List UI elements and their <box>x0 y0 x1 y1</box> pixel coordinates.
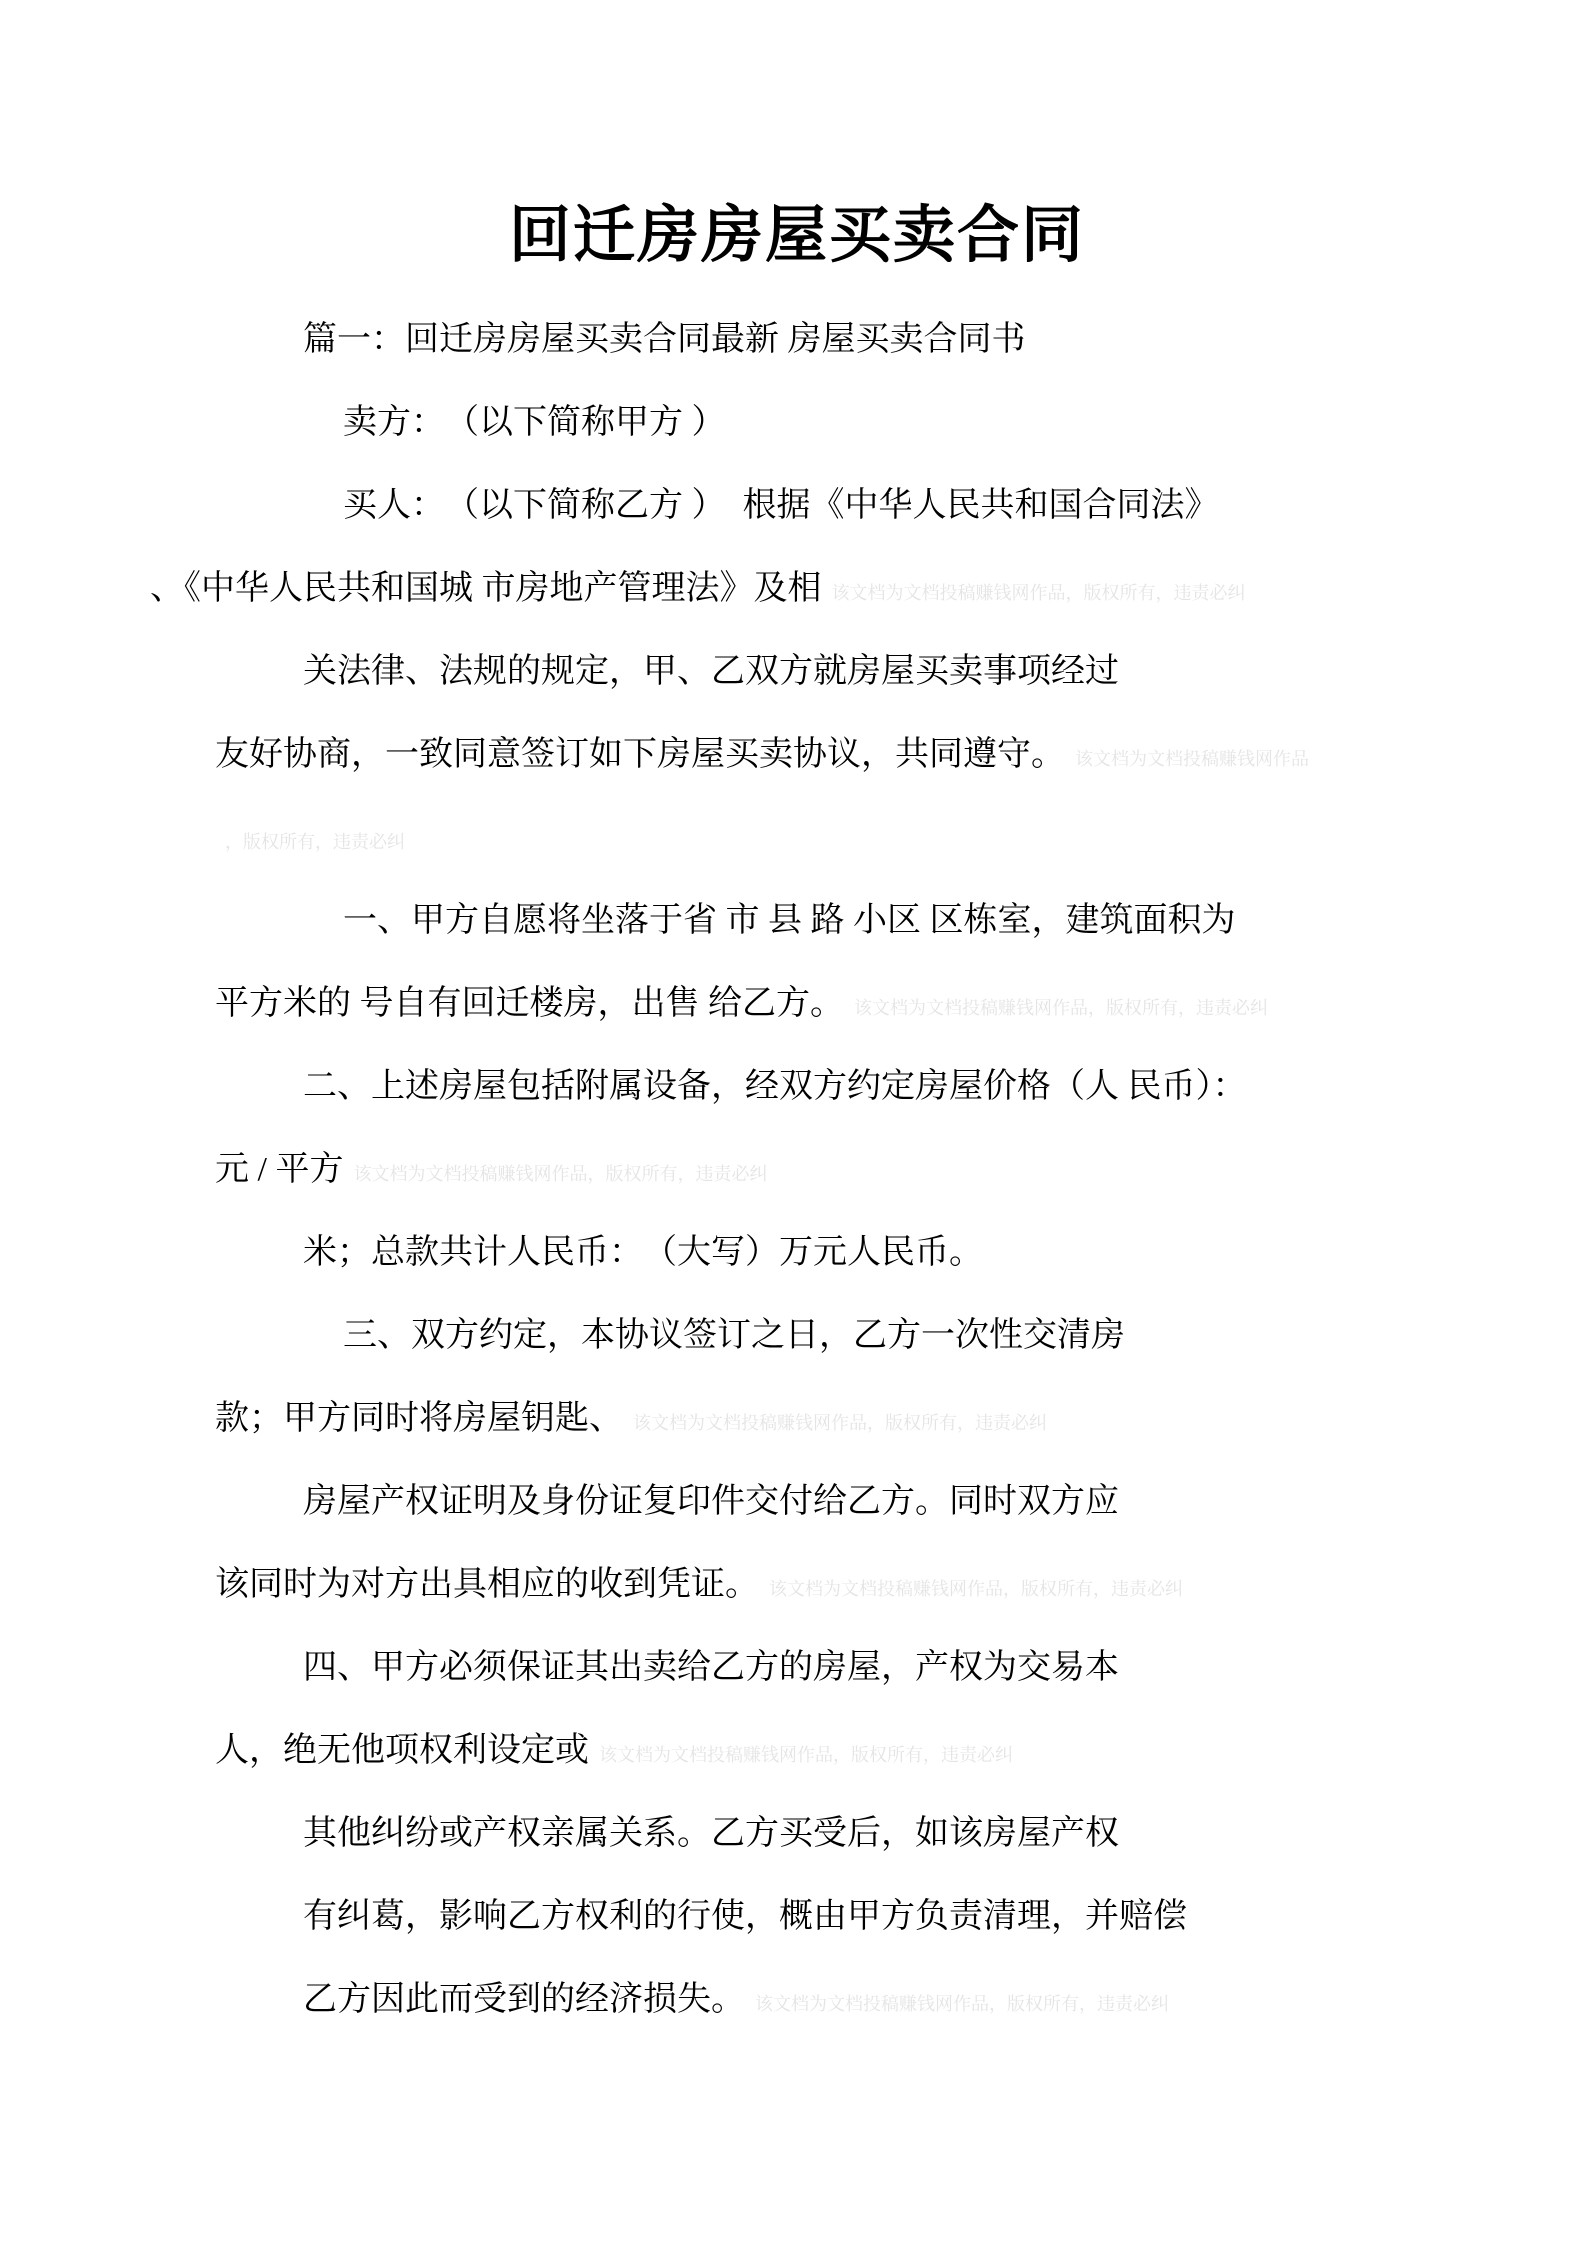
watermark-text: 该文档为文档投稿赚钱网作品，版权所有，违责必纠 <box>769 1578 1183 1599</box>
text-line <box>0 1460 1594 1543</box>
text-line <box>0 1128 1594 1211</box>
text-line <box>0 1377 1594 1460</box>
line-text: 关法律、法规的规定，甲、乙双方就房屋买卖事项经过 <box>303 652 1119 690</box>
text-line <box>0 1958 1594 2041</box>
text-line <box>0 713 1594 796</box>
line-text: 其他纠纷或产权亲属关系。乙方买受后，如该房屋产权 <box>303 1814 1119 1852</box>
text-line <box>0 1792 1594 1875</box>
watermark-text: 该文档为文档投稿赚钱网作品，版权所有，违责必纠 <box>599 1744 1013 1765</box>
text-line <box>0 1294 1594 1377</box>
line-text: 元 / 平方 <box>215 1150 344 1188</box>
line-text: 一、甲方自愿将坐落于省 市 县 路 小区 区栋室，建筑面积为 <box>343 901 1236 939</box>
line-text: 米；总款共计人民币： （大写）万元人民币。 <box>303 1233 983 1271</box>
text-line <box>0 464 1594 547</box>
text-line <box>0 796 1594 879</box>
line-text: 、《中华人民共和国城 市房地产管理法》及相 <box>150 569 822 607</box>
line-text: 友好协商，一致同意签订如下房屋买卖协议，共同遵守。 <box>215 735 1065 773</box>
text-line <box>0 298 1594 381</box>
text-line <box>0 630 1594 713</box>
line-text: 乙方因此而受到的经济损失。 <box>303 1980 745 2018</box>
line-text: 篇一：回迁房房屋买卖合同最新 房屋买卖合同书 <box>303 320 1026 358</box>
document-title: 回迁房房屋买卖合同 <box>508 198 1085 271</box>
document-body <box>0 298 1594 2041</box>
text-line <box>0 1709 1594 1792</box>
line-text: 人，绝无他项权利设定或 <box>215 1731 589 1769</box>
text-line <box>0 1045 1594 1128</box>
watermark-text: ，版权所有，违责必纠 <box>225 831 405 852</box>
text-line <box>0 1543 1594 1626</box>
text-line <box>0 962 1594 1045</box>
text-line <box>0 1875 1594 1958</box>
line-text: 款；甲方同时将房屋钥匙、 <box>215 1399 623 1437</box>
text-line <box>0 879 1594 962</box>
watermark-text: 该文档为文档投稿赚钱网作品，版权所有，违责必纠 <box>854 997 1268 1018</box>
watermark-text: 该文档为文档投稿赚钱网作品，版权所有，违责必纠 <box>353 1163 768 1184</box>
line-text: 三、双方约定，本协议签订之日，乙方一次性交清房 <box>343 1316 1125 1354</box>
line-text: 房屋产权证明及身份证复印件交付给乙方。同时双方应 <box>303 1482 1119 1520</box>
watermark-text: 该文档为文档投稿赚钱网作品，版权所有，违责必纠 <box>755 1993 1169 2014</box>
line-text: 该同时为对方出具相应的收到凭证。 <box>215 1565 759 1603</box>
line-text: 四、甲方必须保证其出卖给乙方的房屋，产权为交易本 <box>303 1648 1119 1686</box>
line-text: 卖方： （以下简称甲方 ） <box>343 403 726 441</box>
text-line <box>0 1626 1594 1709</box>
watermark-text: 该文档为文档投稿赚钱网作品 <box>1075 748 1309 769</box>
text-line <box>0 1211 1594 1294</box>
text-line <box>0 547 1594 630</box>
line-text: 有纠葛，影响乙方权利的行使，概由甲方负责清理，并赔偿 <box>303 1897 1187 1935</box>
watermark-text: 该文档为文档投稿赚钱网作品，版权所有，违责必纠 <box>831 582 1246 603</box>
line-text: 平方米的 号自有回迁楼房，出售 给乙方。 <box>215 984 844 1022</box>
watermark-text: 该文档为文档投稿赚钱网作品，版权所有，违责必纠 <box>633 1412 1047 1433</box>
line-text: 二、上述房屋包括附属设备，经双方约定房屋价格（人 民币）： <box>303 1067 1247 1105</box>
line-text: 买人： （以下简称乙方 ） 根据《中华人民共和国合同法》 <box>343 486 1219 524</box>
text-line <box>0 381 1594 464</box>
